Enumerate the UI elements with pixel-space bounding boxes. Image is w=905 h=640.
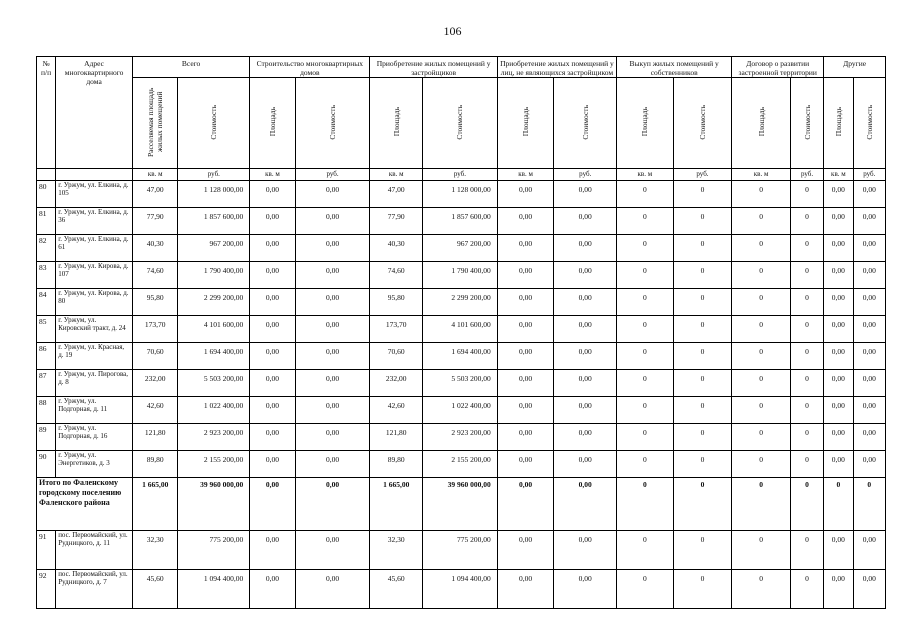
row-value: 0 <box>790 289 823 316</box>
subcol-area: Площадь <box>370 78 423 169</box>
total-value: 0 <box>732 478 791 531</box>
row-value: 74,60 <box>370 262 423 289</box>
row-value: 0 <box>790 316 823 343</box>
subcol-cost: Стоимость <box>423 78 498 169</box>
row-value: 0,00 <box>497 316 554 343</box>
row-value: 0,00 <box>824 531 853 570</box>
row-value: 0 <box>617 424 674 451</box>
row-value: 0,00 <box>250 370 295 397</box>
row-value: 0 <box>732 397 791 424</box>
row-value: 70,60 <box>370 343 423 370</box>
row-value: 0,00 <box>554 451 617 478</box>
row-value: 0,00 <box>824 451 853 478</box>
row-value: 0 <box>732 531 791 570</box>
row-value: 0,00 <box>250 424 295 451</box>
row-value: 0 <box>673 397 732 424</box>
row-number: 86 <box>37 343 56 370</box>
row-value: 0 <box>673 451 732 478</box>
row-value: 0 <box>617 570 674 609</box>
row-value: 0,00 <box>295 208 370 235</box>
header-row-units <box>37 169 886 181</box>
row-value: 0 <box>732 343 791 370</box>
row-address: г. Уржум, ул. Красная, д. 19 <box>56 343 133 370</box>
row-value: 121,80 <box>132 424 177 451</box>
table-row <box>37 235 886 262</box>
unit-label: руб. <box>554 169 617 181</box>
row-value: 45,60 <box>370 570 423 609</box>
table-row <box>37 289 886 316</box>
unit-label: руб. <box>790 169 823 181</box>
total-value: 0 <box>673 478 732 531</box>
row-value: 0 <box>617 208 674 235</box>
row-value: 0,00 <box>250 181 295 208</box>
row-value: 0,00 <box>497 531 554 570</box>
total-label: Итого по Фаленскому городскому поселению Фаленского района <box>37 478 133 531</box>
row-value: 0,00 <box>497 424 554 451</box>
total-row <box>37 478 886 531</box>
row-value: 47,00 <box>370 181 423 208</box>
row-value: 40,30 <box>132 235 177 262</box>
total-value: 0,00 <box>554 478 617 531</box>
row-value: 0,00 <box>853 370 885 397</box>
unit-label: кв. м <box>497 169 554 181</box>
row-value: 95,80 <box>132 289 177 316</box>
group-header-other: Другие <box>824 57 886 78</box>
row-value: 0,00 <box>497 289 554 316</box>
row-value: 0,00 <box>853 235 885 262</box>
row-address: г. Уржум, ул. Подгорная, д. 16 <box>56 424 133 451</box>
row-value: 0 <box>673 235 732 262</box>
row-value: 0,00 <box>497 451 554 478</box>
total-value: 39 960 000,00 <box>178 478 250 531</box>
row-number: 84 <box>37 289 56 316</box>
row-value: 0,00 <box>295 397 370 424</box>
row-value: 0 <box>790 370 823 397</box>
row-value: 47,00 <box>132 181 177 208</box>
subcol-cost: Стоимость <box>554 78 617 169</box>
row-value: 0 <box>673 316 732 343</box>
row-value: 0,00 <box>853 208 885 235</box>
header-row-subcols <box>37 78 886 169</box>
row-value: 5 503 200,00 <box>423 370 498 397</box>
row-address: г. Уржум, ул. Елкина, д. 36 <box>56 208 133 235</box>
group-header-buyout: Выкуп жилых помещений у собственников <box>617 57 732 78</box>
row-value: 0,00 <box>497 235 554 262</box>
group-header-development-contract: Договор о развитии застроенной территории <box>732 57 824 78</box>
row-number: 80 <box>37 181 56 208</box>
row-value: 0,00 <box>554 343 617 370</box>
unit-label: кв. м <box>370 169 423 181</box>
table-row <box>37 531 886 570</box>
unit-label: кв. м <box>732 169 791 181</box>
row-number: 87 <box>37 370 56 397</box>
row-number: 82 <box>37 235 56 262</box>
row-value: 0 <box>673 343 732 370</box>
row-value: 0,00 <box>497 397 554 424</box>
row-value: 2 155 200,00 <box>423 451 498 478</box>
row-value: 0 <box>673 570 732 609</box>
row-value: 0,00 <box>554 181 617 208</box>
row-value: 0,00 <box>824 343 853 370</box>
row-value: 121,80 <box>370 424 423 451</box>
row-value: 0,00 <box>853 451 885 478</box>
row-value: 0 <box>790 531 823 570</box>
row-value: 0,00 <box>295 451 370 478</box>
row-value: 1 790 400,00 <box>178 262 250 289</box>
row-value: 775 200,00 <box>178 531 250 570</box>
row-value: 0,00 <box>824 397 853 424</box>
row-value: 0,00 <box>250 451 295 478</box>
total-value: 1 665,00 <box>132 478 177 531</box>
row-value: 0 <box>617 289 674 316</box>
row-value: 1 694 400,00 <box>423 343 498 370</box>
row-value: 0,00 <box>824 181 853 208</box>
row-value: 0 <box>790 570 823 609</box>
row-value: 0 <box>790 424 823 451</box>
row-value: 45,60 <box>132 570 177 609</box>
subcol-cost: Стоимость <box>790 78 823 169</box>
table-row <box>37 370 886 397</box>
row-number: 92 <box>37 570 56 609</box>
resettlement-table <box>36 56 886 609</box>
row-value: 0 <box>673 208 732 235</box>
row-value: 5 503 200,00 <box>178 370 250 397</box>
row-value: 0,00 <box>554 289 617 316</box>
row-value: 0,00 <box>554 235 617 262</box>
table-row <box>37 343 886 370</box>
row-value: 0 <box>673 370 732 397</box>
row-value: 0,00 <box>295 370 370 397</box>
row-value: 0,00 <box>554 570 617 609</box>
row-value: 0 <box>732 424 791 451</box>
row-value: 0 <box>790 235 823 262</box>
row-value: 0 <box>732 370 791 397</box>
row-value: 0,00 <box>853 531 885 570</box>
row-value: 74,60 <box>132 262 177 289</box>
total-value: 0 <box>790 478 823 531</box>
row-value: 0,00 <box>853 316 885 343</box>
row-value: 2 923 200,00 <box>423 424 498 451</box>
subcol-cost: Стоимость <box>853 78 885 169</box>
row-value: 0,00 <box>497 208 554 235</box>
row-value: 0,00 <box>497 370 554 397</box>
row-value: 0 <box>617 181 674 208</box>
row-value: 4 101 600,00 <box>178 316 250 343</box>
unit-label: кв. м <box>132 169 177 181</box>
subcol-area: Площадь <box>824 78 853 169</box>
col-header-address: Адрес многоквартирного дома <box>56 57 133 169</box>
row-value: 1 094 400,00 <box>423 570 498 609</box>
row-value: 0,00 <box>250 235 295 262</box>
row-address: г. Уржум, ул. Кировский тракт, д. 24 <box>56 316 133 343</box>
row-number: 88 <box>37 397 56 424</box>
row-value: 0,00 <box>250 531 295 570</box>
row-value: 0 <box>790 451 823 478</box>
unit-label: кв. м <box>617 169 674 181</box>
row-value: 1 790 400,00 <box>423 262 498 289</box>
row-value: 0 <box>617 316 674 343</box>
row-value: 0,00 <box>853 397 885 424</box>
row-value: 1 857 600,00 <box>178 208 250 235</box>
unit-label: кв. м <box>824 169 853 181</box>
table-row <box>37 181 886 208</box>
row-value: 0 <box>732 451 791 478</box>
row-value: 0 <box>617 343 674 370</box>
units-empty <box>37 169 56 181</box>
row-value: 173,70 <box>370 316 423 343</box>
row-value: 0,00 <box>554 531 617 570</box>
table-body <box>37 181 886 609</box>
row-value: 0,00 <box>295 424 370 451</box>
total-value: 39 960 000,00 <box>423 478 498 531</box>
row-value: 0,00 <box>824 235 853 262</box>
row-value: 0,00 <box>497 570 554 609</box>
row-value: 77,90 <box>370 208 423 235</box>
subcol-area: Площадь <box>732 78 791 169</box>
row-number: 90 <box>37 451 56 478</box>
row-value: 0 <box>673 289 732 316</box>
row-value: 0 <box>732 235 791 262</box>
total-value: 0,00 <box>250 478 295 531</box>
unit-label: руб. <box>178 169 250 181</box>
unit-label: кв. м <box>250 169 295 181</box>
row-value: 0,00 <box>824 316 853 343</box>
table-row <box>37 570 886 609</box>
row-number: 81 <box>37 208 56 235</box>
subcol-total-cost: Стоимость <box>178 78 250 169</box>
row-value: 0 <box>617 451 674 478</box>
row-number: 85 <box>37 316 56 343</box>
row-value: 0,00 <box>554 262 617 289</box>
row-value: 967 200,00 <box>178 235 250 262</box>
row-value: 0 <box>732 316 791 343</box>
row-value: 967 200,00 <box>423 235 498 262</box>
row-value: 0 <box>673 531 732 570</box>
row-value: 95,80 <box>370 289 423 316</box>
row-value: 42,60 <box>132 397 177 424</box>
total-value: 0,00 <box>497 478 554 531</box>
row-value: 0,00 <box>554 370 617 397</box>
row-value: 0 <box>617 262 674 289</box>
row-value: 0,00 <box>295 289 370 316</box>
table-row <box>37 316 886 343</box>
row-value: 0 <box>732 208 791 235</box>
row-number: 83 <box>37 262 56 289</box>
subcol-cost: Стоимость <box>673 78 732 169</box>
row-value: 0 <box>790 181 823 208</box>
row-value: 1 128 000,00 <box>178 181 250 208</box>
row-value: 1 022 400,00 <box>423 397 498 424</box>
table-row <box>37 208 886 235</box>
table-row <box>37 262 886 289</box>
row-value: 89,80 <box>132 451 177 478</box>
group-header-total: Всего <box>132 57 249 78</box>
row-value: 0,00 <box>824 289 853 316</box>
row-value: 0,00 <box>824 208 853 235</box>
row-value: 0,00 <box>497 181 554 208</box>
row-number: 91 <box>37 531 56 570</box>
row-value: 0,00 <box>853 181 885 208</box>
row-value: 173,70 <box>132 316 177 343</box>
row-address: пос. Первомайский, ул. Рудницкого, д. 7 <box>56 570 133 609</box>
row-value: 0,00 <box>853 570 885 609</box>
row-value: 0,00 <box>554 397 617 424</box>
total-value: 0,00 <box>295 478 370 531</box>
col-header-num: № п/п <box>37 57 56 169</box>
unit-label: руб. <box>423 169 498 181</box>
row-value: 0 <box>790 397 823 424</box>
row-value: 0 <box>617 397 674 424</box>
row-value: 0 <box>673 262 732 289</box>
subcol-cost: Стоимость <box>295 78 370 169</box>
row-value: 1 694 400,00 <box>178 343 250 370</box>
unit-label: руб. <box>853 169 885 181</box>
row-value: 0,00 <box>497 262 554 289</box>
row-value: 32,30 <box>370 531 423 570</box>
row-value: 0,00 <box>554 208 617 235</box>
row-value: 0,00 <box>295 316 370 343</box>
total-value: 0 <box>853 478 885 531</box>
row-address: г. Уржум, ул. Елкина, д. 105 <box>56 181 133 208</box>
row-value: 0 <box>790 343 823 370</box>
row-value: 2 155 200,00 <box>178 451 250 478</box>
row-value: 0 <box>673 424 732 451</box>
row-value: 0,00 <box>295 531 370 570</box>
row-address: г. Уржум, ул. Подгорная, д. 11 <box>56 397 133 424</box>
row-value: 1 094 400,00 <box>178 570 250 609</box>
group-header-purchase-others: Приобретение жилых помещений у лиц, не являющихся застройщиком <box>497 57 616 78</box>
row-value: 0,00 <box>853 343 885 370</box>
row-value: 0 <box>790 208 823 235</box>
row-value: 77,90 <box>132 208 177 235</box>
row-value: 0,00 <box>824 262 853 289</box>
row-value: 70,60 <box>132 343 177 370</box>
subcol-total-area: Расселяемая площадь жилых помещений <box>132 78 177 169</box>
row-value: 0,00 <box>250 397 295 424</box>
row-value: 0 <box>673 181 732 208</box>
row-value: 1 022 400,00 <box>178 397 250 424</box>
row-value: 0 <box>790 262 823 289</box>
row-value: 0,00 <box>295 235 370 262</box>
row-value: 0,00 <box>853 289 885 316</box>
row-number: 89 <box>37 424 56 451</box>
row-value: 0,00 <box>295 181 370 208</box>
unit-label: руб. <box>673 169 732 181</box>
row-value: 0,00 <box>295 343 370 370</box>
row-value: 0 <box>732 262 791 289</box>
row-value: 0,00 <box>250 262 295 289</box>
row-value: 2 299 200,00 <box>423 289 498 316</box>
row-value: 0 <box>732 289 791 316</box>
row-value: 1 857 600,00 <box>423 208 498 235</box>
total-value: 1 665,00 <box>370 478 423 531</box>
row-value: 0,00 <box>295 262 370 289</box>
row-value: 0,00 <box>554 316 617 343</box>
page-number: 106 <box>443 24 462 38</box>
row-value: 0,00 <box>250 208 295 235</box>
row-value: 40,30 <box>370 235 423 262</box>
table-row <box>37 451 886 478</box>
row-address: г. Уржум, ул. Кирова, д. 107 <box>56 262 133 289</box>
row-value: 0 <box>732 181 791 208</box>
row-value: 0,00 <box>824 570 853 609</box>
row-value: 0,00 <box>853 424 885 451</box>
row-value: 4 101 600,00 <box>423 316 498 343</box>
row-value: 0 <box>732 570 791 609</box>
row-address: г. Уржум, ул. Елкина, д. 61 <box>56 235 133 262</box>
row-value: 0,00 <box>497 343 554 370</box>
table-row <box>37 397 886 424</box>
row-value: 775 200,00 <box>423 531 498 570</box>
row-value: 0,00 <box>250 289 295 316</box>
row-value: 89,80 <box>370 451 423 478</box>
row-value: 1 128 000,00 <box>423 181 498 208</box>
row-value: 0,00 <box>554 424 617 451</box>
row-address: г. Уржум, ул. Кирова, д. 80 <box>56 289 133 316</box>
row-address: г. Уржум, ул. Энергетиков, д. 3 <box>56 451 133 478</box>
row-value: 232,00 <box>132 370 177 397</box>
group-header-construction: Строительство многоквартирных домов <box>250 57 370 78</box>
row-value: 0,00 <box>250 343 295 370</box>
row-value: 232,00 <box>370 370 423 397</box>
row-address: г. Уржум, ул. Пирогова, д. 8 <box>56 370 133 397</box>
row-value: 0,00 <box>853 262 885 289</box>
row-value: 0,00 <box>824 424 853 451</box>
row-value: 0 <box>617 531 674 570</box>
row-value: 0 <box>617 235 674 262</box>
header-row-groups <box>37 57 886 78</box>
unit-label: руб. <box>295 169 370 181</box>
subcol-area: Площадь <box>497 78 554 169</box>
table-row <box>37 424 886 451</box>
row-value: 0 <box>617 370 674 397</box>
row-value: 0,00 <box>295 570 370 609</box>
subcol-area: Площадь <box>250 78 295 169</box>
group-header-purchase-developers: Приобретение жилых помещений у застройщиков <box>370 57 497 78</box>
row-value: 0,00 <box>250 316 295 343</box>
row-value: 32,30 <box>132 531 177 570</box>
row-value: 0,00 <box>824 370 853 397</box>
row-value: 2 923 200,00 <box>178 424 250 451</box>
row-value: 0,00 <box>250 570 295 609</box>
total-value: 0 <box>617 478 674 531</box>
row-value: 2 299 200,00 <box>178 289 250 316</box>
row-address: пос. Первомайский, ул. Рудницкого, д. 11 <box>56 531 133 570</box>
subcol-area: Площадь <box>617 78 674 169</box>
total-value: 0 <box>824 478 853 531</box>
row-value: 42,60 <box>370 397 423 424</box>
units-empty <box>56 169 133 181</box>
